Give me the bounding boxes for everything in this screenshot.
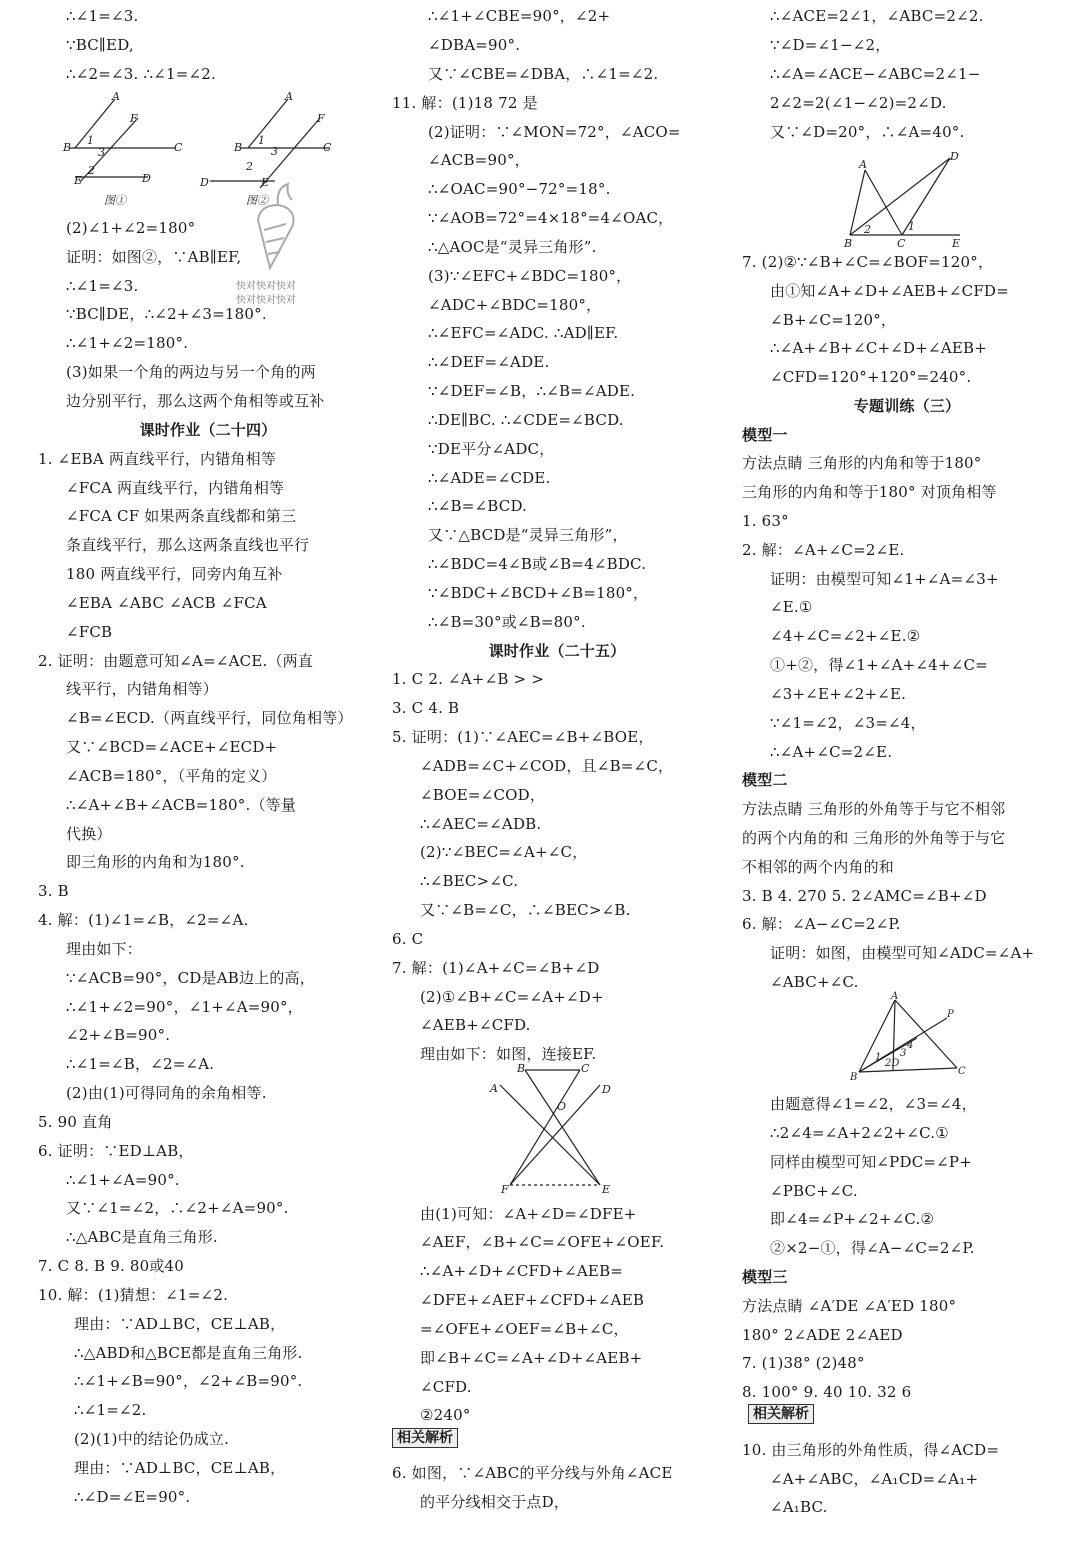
text-line: ∠CFD. — [420, 1378, 472, 1396]
text-line: ∴∠DEF=∠ADE. — [428, 353, 550, 371]
section-heading: 模型一 — [742, 426, 788, 444]
text-line: 证明：如图，由模型可知∠ADC=∠A+ — [770, 944, 1035, 962]
text-line: ∴∠B=∠BCD. — [428, 497, 528, 515]
svg-text:D: D — [200, 176, 209, 189]
text-line: ∠PBC+∠C. — [770, 1182, 858, 1200]
text-line: 又∵△BCD是“灵异三角形”， — [428, 526, 628, 544]
section-heading: 课时作业（二十四） — [139, 421, 277, 439]
text-line: 不相邻的两个内角的和 — [742, 858, 895, 876]
text-line: ∴∠BDC=4∠B或∠B=4∠BDC. — [428, 555, 647, 573]
text-line: ∠3+∠E+∠2+∠E. — [770, 685, 907, 703]
text-line: (3)∵∠EFC+∠BDC=180°， — [428, 267, 632, 285]
text-line: 8. 100° 9. 40 10. 32 6 — [742, 1383, 912, 1401]
text-line: ∵∠AOB=72°=4×18°=4∠OAC， — [428, 209, 674, 227]
svg-text:A: A — [490, 1082, 498, 1095]
text-line: ∠FCA 两直线平行，内错角相等 — [66, 479, 285, 497]
text-line: ∵∠ACB=90°，CD是AB边上的高， — [66, 969, 315, 987]
watermark-label-2: 快对快对快对 — [236, 295, 296, 306]
svg-text:1: 1 — [258, 134, 265, 147]
text-line: 又∵∠CBE=∠DBA，∴∠1=∠2. — [428, 65, 659, 83]
text-line: 6. 证明：∵ED⊥AB， — [38, 1142, 194, 1160]
svg-text:C: C — [958, 1066, 966, 1077]
text-line: 方法点睛 三角形的内角和等于180° — [742, 454, 982, 472]
section-heading: 课时作业（二十五） — [488, 642, 626, 660]
svg-text:O: O — [557, 1100, 567, 1113]
svg-text:D: D — [142, 172, 151, 185]
text-line: ∠A+∠ABC，∠A₁CD=∠A₁+ — [770, 1470, 979, 1488]
text-line: 代换） — [66, 825, 112, 843]
related-analysis-tag-2: 相关解析 — [748, 1404, 814, 1424]
svg-text:D: D — [602, 1083, 611, 1096]
text-line: ∠AEF，∠B+∠C=∠OFE+∠OEF. — [420, 1233, 665, 1251]
text-line: ∠CFD=120°+120°=240°. — [770, 368, 972, 386]
text-line: ∵BC∥DE，∴∠2+∠3=180°. — [66, 305, 267, 323]
text-line: 的平分线相交于点D， — [420, 1493, 570, 1511]
text-line: ∴∠1+∠2=180°. — [66, 334, 189, 352]
text-line: ∴∠ADE=∠CDE. — [428, 469, 551, 487]
text-line: ∴∠A+∠B+∠ACB=180°.（等量 — [66, 796, 297, 814]
text-line: ∠ABC+∠C. — [770, 973, 859, 991]
svg-text:C: C — [174, 141, 183, 154]
svg-text:C: C — [323, 141, 332, 154]
svg-text:E: E — [74, 174, 83, 187]
text-line: ∠DFE+∠AEF+∠CFD+∠AEB — [420, 1291, 645, 1309]
related-analysis-tag: 相关解析 — [392, 1428, 458, 1448]
text-line: 2. 证明：由题意可知∠A=∠ACE.（两直 — [38, 652, 314, 670]
section-heading: 模型三 — [742, 1268, 788, 1286]
text-line: 线平行，内错角相等） — [66, 680, 219, 698]
text-line: 7. (2)②∵∠B+∠C=∠BOF=120°， — [742, 253, 994, 271]
svg-text:B: B — [850, 1072, 858, 1083]
text-line: 3. B 4. 270 5. 2∠AMC=∠B+∠D — [742, 887, 987, 905]
text-line: ∠DBA=90°. — [428, 36, 521, 54]
text-line: 又∵∠B=∠C，∴∠BEC>∠B. — [420, 901, 631, 919]
svg-text:4: 4 — [907, 1040, 914, 1051]
svg-text:E: E — [952, 237, 961, 250]
svg-text:2: 2 — [246, 160, 253, 173]
svg-text:E: E — [261, 176, 270, 189]
figure-crossing-lines — [485, 1060, 625, 1195]
text-line: 7. (1)38° (2)48° — [742, 1354, 865, 1372]
text-line: ∴∠2=∠3. ∴∠1=∠2. — [66, 65, 216, 83]
text-line: 又∵∠BCD=∠ACE+∠ECD+ — [66, 738, 278, 756]
text-line: ∴△AOC是“灵异三角形”. — [428, 238, 597, 256]
svg-text:2: 2 — [864, 223, 871, 236]
text-line: ∴∠A+∠D+∠CFD+∠AEB= — [420, 1262, 624, 1280]
svg-text:B: B — [234, 141, 243, 154]
text-line: ①+②，得∠1+∠A+∠4+∠C= — [770, 656, 988, 674]
text-line: ②240° — [420, 1406, 471, 1424]
text-line: (2)∵∠BEC=∠A+∠C， — [420, 843, 588, 861]
text-line: ∴∠B=30°或∠B=80°. — [428, 613, 586, 631]
svg-text:A: A — [112, 92, 120, 103]
svg-text:B: B — [517, 1062, 526, 1075]
text-line: (2)①∠B+∠C=∠A+∠D+ — [420, 988, 604, 1006]
svg-text:C: C — [581, 1062, 590, 1075]
svg-text:A: A — [891, 991, 899, 1002]
text-line: ∵DE平分∠ADC， — [428, 440, 555, 458]
text-line: ∴∠A=∠ACE−∠ABC=2∠1− — [770, 65, 981, 83]
text-line: 三角形的内角和等于180° 对顶角相等 — [742, 483, 997, 501]
text-line: 由题意得∠1=∠2，∠3=∠4， — [770, 1095, 977, 1113]
text-line: ∠ACB=90°， — [428, 151, 530, 169]
svg-text:3: 3 — [271, 145, 278, 158]
text-line: ∵∠1=∠2，∠3=∠4， — [770, 714, 926, 732]
text-line: (3)如果一个角的两边与另一个角的两 — [66, 363, 316, 381]
text-line: 的两个内角的和 三角形的外角等于与它 — [742, 829, 1006, 847]
text-line: ∠BOE=∠COD， — [420, 786, 546, 804]
svg-text:B: B — [63, 141, 72, 154]
svg-text:F: F — [317, 112, 325, 125]
text-line: 7. 解：(1)∠A+∠C=∠B+∠D — [392, 959, 600, 977]
text-line: ∴∠1=∠2. — [74, 1401, 147, 1419]
text-line: ∴∠1=∠B，∠2=∠A. — [66, 1055, 215, 1073]
svg-text:A: A — [285, 92, 293, 103]
svg-text:D: D — [950, 150, 959, 163]
text-line: 7. C 8. B 9. 80或40 — [38, 1257, 185, 1275]
text-line: ∴2∠4=∠A+2∠2+∠C.① — [770, 1124, 949, 1142]
fig1-caption: 图① — [104, 194, 126, 207]
svg-text:A: A — [859, 158, 867, 171]
figure-triangle-bisectors — [840, 150, 970, 250]
text-line: 1. 63° — [742, 512, 789, 530]
text-line: 由①知∠A+∠D+∠AEB+∠CFD= — [770, 282, 1009, 300]
text-line: ∵∠DEF=∠B，∴∠B=∠ADE. — [428, 382, 636, 400]
text-line: 方法点睛 ∠A′DE ∠A′ED 180° — [742, 1297, 957, 1315]
svg-text:P: P — [947, 1009, 954, 1020]
text-line: ∠FCB — [66, 623, 113, 641]
figure-triangle-point-p — [845, 990, 975, 1085]
text-line: ②×2−①，得∠A−∠C=2∠P. — [770, 1239, 975, 1257]
text-line: 10. 由三角形的外角性质，得∠ACD= — [742, 1441, 1000, 1459]
text-line: 6. C — [392, 930, 424, 948]
text-line: ∴DE∥BC. ∴∠CDE=∠BCD. — [428, 411, 624, 429]
text-line: ∴∠EFC=∠ADC. ∴AD∥EF. — [428, 324, 619, 342]
text-line: 5. 证明：(1)∵∠AEC=∠B+∠BOE， — [392, 728, 654, 746]
svg-text:F: F — [501, 1183, 509, 1195]
text-line: ∴∠1+∠B=90°，∠2+∠B=90°. — [74, 1372, 303, 1390]
text-line: ∴∠OAC=90°−72°=18°. — [428, 180, 611, 198]
text-line: 证明：如图②，∵AB∥EF, — [66, 248, 242, 266]
fig2-caption: 图② — [246, 194, 268, 207]
carrot-logo-icon — [248, 180, 318, 275]
text-line: ∠AEB+∠CFD. — [420, 1016, 531, 1034]
text-line: 理由：∵AD⊥BC，CE⊥AB， — [74, 1315, 286, 1333]
text-line: 180° 2∠ADE 2∠AED — [742, 1326, 903, 1344]
text-line: 11. 解：(1)18 72 是 — [392, 94, 538, 112]
text-line: 6. 如图，∵∠ABC的平分线与外角∠ACE — [392, 1464, 673, 1482]
svg-text:1: 1 — [908, 220, 915, 233]
text-line: ∴∠1+∠CBE=90°，∠2+ — [428, 7, 611, 25]
text-line: 条直线平行，那么这两条直线也平行 — [66, 536, 310, 554]
text-line: 6. 解：∠A−∠C=2∠P. — [742, 915, 901, 933]
text-line: 即∠B+∠C=∠A+∠D+∠AEB+ — [420, 1349, 643, 1367]
svg-text:F: F — [130, 112, 138, 125]
text-line: ∴∠A+∠B+∠C+∠D+∠AEB+ — [770, 339, 987, 357]
section-heading: 模型二 — [742, 771, 788, 789]
text-line: =∠OFE+∠OEF=∠B+∠C， — [420, 1320, 629, 1338]
text-line: 1. ∠EBA 两直线平行，内错角相等 — [38, 450, 277, 468]
text-line: ∠FCA CF 如果两条直线都和第三 — [66, 507, 297, 525]
text-line: 5. 90 直角 — [38, 1113, 113, 1131]
text-line: ∠B+∠C=120°， — [770, 311, 897, 329]
text-line: 10. 解：(1)猜想：∠1=∠2. — [38, 1286, 229, 1304]
svg-text:2: 2 — [88, 164, 95, 177]
text-line: ∴∠1=∠3. — [66, 277, 139, 295]
text-line: ∴∠1+∠2=90°，∠1+∠A=90°， — [66, 998, 303, 1016]
text-line: ∠EBA ∠ABC ∠ACB ∠FCA — [66, 594, 267, 612]
text-line: ∴∠1=∠3. — [66, 7, 139, 25]
svg-text:C: C — [897, 237, 906, 250]
svg-text:1: 1 — [87, 134, 94, 147]
text-line: ∠E.① — [770, 598, 813, 616]
text-line: 由(1)可知：∠A+∠D=∠DFE+ — [420, 1205, 637, 1223]
text-line: 理由如下： — [66, 940, 143, 958]
text-line: 理由：∵AD⊥BC，CE⊥AB， — [74, 1459, 286, 1477]
text-line: 1. C 2. ∠A+∠B > > — [392, 670, 545, 688]
text-line: ∠B=∠ECD.（两直线平行，同位角相等） — [66, 709, 353, 727]
svg-text:1: 1 — [875, 1052, 882, 1063]
text-line: ∠ADC+∠BDC=180°， — [428, 296, 602, 314]
text-line: 即三角形的内角和为180°. — [66, 853, 245, 871]
svg-text:3: 3 — [900, 1048, 907, 1059]
text-line: 又∵∠D=20°，∴∠A=40°. — [770, 123, 965, 141]
text-line: 同样由模型可知∠PDC=∠P+ — [770, 1153, 972, 1171]
text-line: 2∠2=2(∠1−∠2)=2∠D. — [770, 94, 947, 112]
watermark-label: 快对快对快对 — [236, 281, 296, 292]
text-line: 2. 解：∠A+∠C=2∠E. — [742, 541, 905, 559]
text-line: 方法点睛 三角形的外角等于与它不相邻 — [742, 800, 1006, 818]
text-line: 又∵∠1=∠2，∴∠2+∠A=90°. — [66, 1199, 289, 1217]
text-line: ∠ADB=∠C+∠COD，且∠B=∠C， — [420, 757, 674, 775]
text-line: ∴∠AEC=∠ADB. — [420, 815, 542, 833]
text-line: (2)(1)中的结论仍成立. — [74, 1430, 230, 1448]
text-line: ∴∠1+∠A=90°. — [66, 1171, 180, 1189]
text-line: ∴∠A+∠C=2∠E. — [770, 743, 893, 761]
section-heading: 专题训练（三） — [853, 397, 961, 415]
text-line: 理由如下：如图，连接EF. — [420, 1045, 597, 1063]
text-line: ∴∠ACE=2∠1，∠ABC=2∠2. — [770, 7, 984, 25]
text-line: 3. B — [38, 882, 69, 900]
text-line: ∴∠BEC>∠C. — [420, 872, 519, 890]
text-line: ∴△ABC是直角三角形. — [66, 1228, 218, 1246]
svg-text:2D: 2D — [885, 1058, 900, 1069]
text-line: 边分别平行，那么这两个角相等或互补 — [66, 392, 325, 410]
text-line: ∠A₁BC. — [770, 1498, 828, 1516]
text-line: 即∠4=∠P+∠2+∠C.② — [770, 1210, 935, 1228]
text-line: ∴∠D=∠E=90°. — [74, 1488, 191, 1506]
text-line: ∠4+∠C=∠2+∠E.② — [770, 627, 921, 645]
text-line: 3. C 4. B — [392, 699, 460, 717]
text-line: (2)由(1)可得同角的余角相等. — [66, 1084, 267, 1102]
text-line: ∴△ABD和△BCE都是直角三角形. — [74, 1344, 303, 1362]
svg-text:E: E — [602, 1183, 611, 1195]
text-line: ∵BC∥ED, — [66, 36, 134, 54]
svg-text:3: 3 — [98, 146, 105, 159]
text-line: 4. 解：(1)∠1=∠B，∠2=∠A. — [38, 911, 249, 929]
text-line: (2)∠1+∠2=180° — [66, 219, 196, 237]
text-line: ∵∠D=∠1−∠2， — [770, 36, 891, 54]
svg-text:B: B — [844, 237, 853, 250]
text-line: ∠ACB=180°，（平角的定义） — [66, 767, 277, 785]
text-line: 证明：由模型可知∠1+∠A=∠3+ — [770, 570, 999, 588]
text-line: (2)证明：∵∠MON=72°，∠ACO= — [428, 123, 681, 141]
text-line: 180 两直线平行，同旁内角互补 — [66, 565, 283, 583]
text-line: ∠2+∠B=90°. — [66, 1026, 171, 1044]
text-line: ∵∠BDC+∠BCD+∠B=180°， — [428, 584, 649, 602]
